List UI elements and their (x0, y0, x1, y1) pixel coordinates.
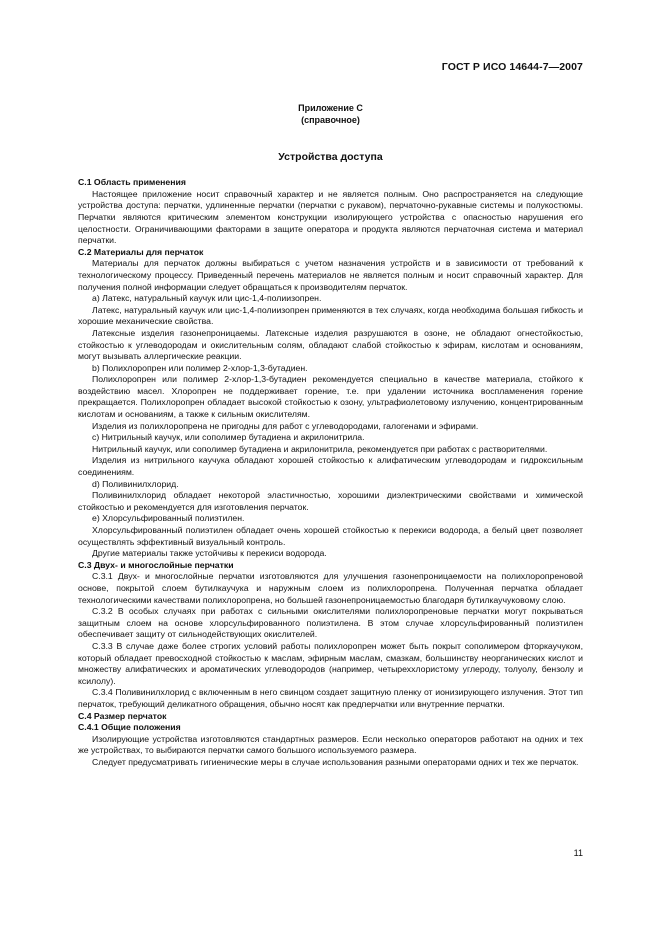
standard-code: ГОСТ Р ИСО 14644-7—2007 (441, 61, 583, 73)
body-paragraph: d) Поливинилхлорид. (92, 478, 179, 489)
body-paragraph: С.3.1 Двух- и многослойные перчатки изготовляются для улучшения газонепроницаемости на полихлоропреновой основе, покрытой слоем бутилкаучука и наружным слоем из полихлоропрена. Полученная перчатка обладает технологическими качествами полихлоропрена, но большей газонепроницаемостью благодаря бутилкаучуковому слою. (78, 571, 583, 605)
body-paragraph: а) Латекс, натуральный каучук или цис-1,4-полиизопрен. (92, 293, 322, 304)
body-paragraph: Латекс, натуральный каучук или цис-1,4-полиизопрен применяются в тех случаях, когда необходима большая гибкость и хорошие механические свойства. (78, 304, 583, 327)
document-body (78, 177, 583, 768)
body-paragraph: e) Хлорсульфированный полиэтилен. (92, 513, 245, 524)
body-paragraph: С.3.3 В случае даже более строгих условий работы полихлоропрен может быть покрыт сополимером фторкаучуком, который обладает превосходной стойкостью к маслам, эфирным маслам, смазкам, большинству неорганических кислот и множеству алифатических и ароматических углеводородов (например, четыреххлористому углероду, толуолу, бензолу и ксилолу). (78, 640, 583, 686)
body-paragraph: Следует предусматривать гигиенические меры в случае использования разными операторами одних и тех же перчаток. (92, 756, 579, 767)
body-paragraph: c) Нитрильный каучук, или сополимер бутадиена и акрилонитрила. (92, 432, 365, 443)
body-paragraph: Нитрильный каучук, или сополимер бутадиена и акрилонитрила, рекомендуется при работах с растворителями. (92, 443, 548, 454)
body-paragraph: Материалы для перчаток должны выбираться с учетом назначения устройств и в зависимости от требований к технологическому процессу. Приведенный перечень материалов не является полным и носит справочный характер. Для получения полной информации следует обращаться к производителям перчаток. (78, 258, 583, 292)
body-paragraph: Настоящее приложение носит справочный характер и не является полным. Оно распространяется на следующие устройства доступа: перчатки, удлиненные перчатки (перчатки с рукавом), перчаточно-рукавные системы и полукостюмы. Перчатки являются критическим элементом конструкции изолирующего устройства с опасностью нарушения его целостности. Ограничивающими факторами в защите оператора и продукта являются перчаточная система и материал перчатки. (78, 188, 583, 246)
body-paragraph: Латексные изделия газонепроницаемы. Латексные изделия разрушаются в озоне, не обладают огнестойкостью, стойкостью к углеводородам и окислительным солям, обладают слабой стойкостью к эфирам, кислотам и основаниям, могут вызывать аллергические реакции. (78, 327, 583, 362)
body-paragraph: Полихлоропрен или полимер 2-хлор-1,3-бутадиен рекомендуется специально в качестве материала, стойкого к воздействию масел. Хлоропрен не поддерживает горение, т.е. при удалении источника воспламенения горение прекращается. Полихлоропрен обладает высокой стойкостью к озону, ультрафиолетовому излучению, концентрированным кислотам и основаниям, а также к сильным окислителям. (78, 374, 583, 420)
section-heading: С.4 Размер перчаток (78, 710, 167, 721)
body-paragraph: Изолирующие устройства изготовляются стандартных размеров. Если несколько операторов работают на одних и тех же устройствах, то выбираются перчатки самого большого используемого размера. (78, 733, 583, 756)
body-paragraph: С.3.2 В особых случаях при работах с сильными окислителями полихлоропреновые перчатки могут покрываться защитным слоем на основе хлорсульфированного полиэтилена. В этом случае хлорсульфированный полиэтилен обеспечивает защиту от сильнодействующих окислителей. (78, 606, 583, 640)
appendix-label (78, 102, 583, 126)
body-paragraph: b) Полихлоропрен или полимер 2-хлор-1,3-бутадиен. (92, 362, 308, 373)
section-heading: С.2 Материалы для перчаток (78, 246, 204, 257)
page-number: 11 (573, 848, 583, 858)
body-paragraph: Хлорсульфированный полиэтилен обладает очень хорошей стойкостью к перекиси водорода, а белый цвет позволяет осуществлять эффективный визуальный контроль. (78, 525, 583, 547)
body-paragraph: Изделия из нитрильного каучука обладают хорошей стойкостью к алифатическим углеводородам и гидроксильным соединениям. (78, 455, 583, 478)
section-heading: С.3 Двух- и многослойные перчатки (78, 559, 234, 570)
section-heading: С.4.1 Общие положения (78, 722, 181, 733)
appendix-title: Приложение С (298, 102, 363, 113)
body-paragraph: Изделия из полихлоропрена не пригодны для работ с углеводородами, галогенами и эфирами. (92, 420, 479, 431)
body-paragraph: Поливинилхлорид обладает некоторой эластичностью, хорошими диэлектрическими свойствами и химической стойкостью и рекомендуется для изготовления перчаток. (78, 490, 583, 512)
body-paragraph: С.3.4 Поливинилхлорид с включенным в него свинцом создает защитную пленку от ионизирующего излучения. Этот тип перчаток, требующий деликатного обращения, обычно носят как предперчатки или внутренние перчатки. (78, 687, 583, 709)
page-title: Устройства доступа (278, 150, 383, 163)
section-heading: С.1 Область применения (78, 177, 186, 188)
body-paragraph: Другие материалы также устойчивы к перекиси водорода. (92, 548, 327, 559)
appendix-note: (справочное) (301, 114, 360, 125)
